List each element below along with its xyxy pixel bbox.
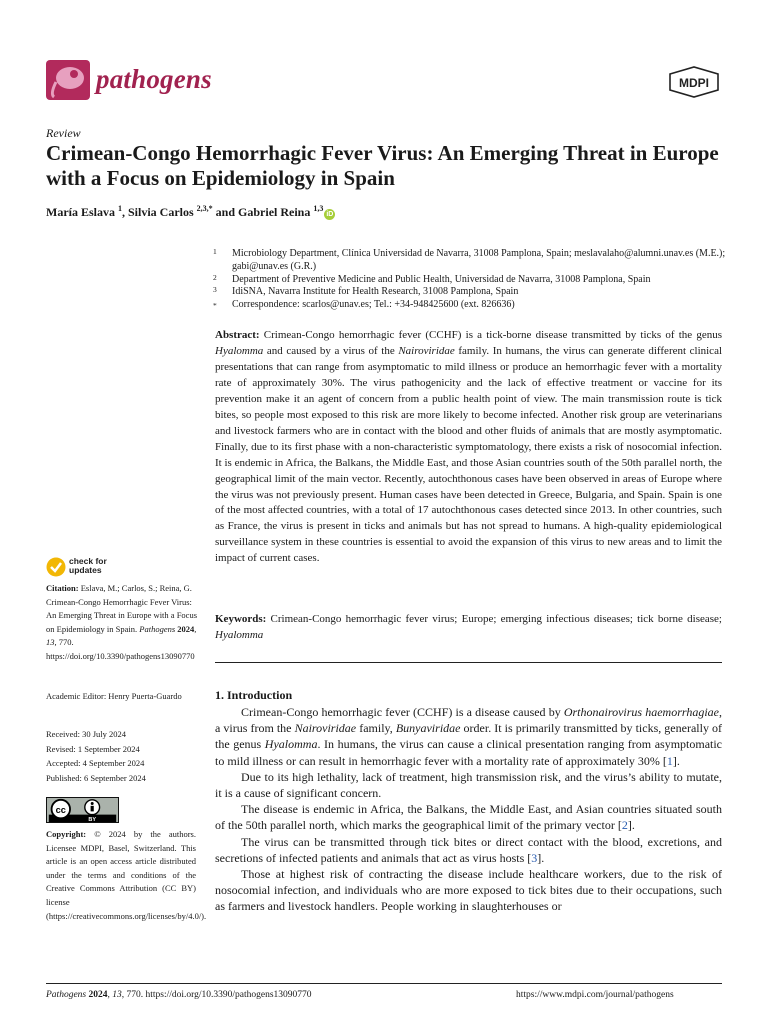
footer-citation <box>46 990 312 1000</box>
affiliation-text: Microbiology Department, Clínica Universidad de Navarra, 31008 Pamplona, Spain; meslavalaho@alumni.unav.es (M.E.); gabi@unav.es (G.R.) <box>232 248 726 272</box>
reference-link[interactable]: 2 <box>621 818 628 833</box>
introduction-body <box>215 704 722 915</box>
citation-text: Eslava, M.; Carlos, S.; Reina, G. Crimean-Congo Hemorrhagic Fever Virus: An Emerging Threat in Europe with a Focus on Epidemiology in Spain. <box>46 583 198 634</box>
text: ]. <box>672 753 680 768</box>
date-accepted: Accepted: 4 September 2024 <box>46 758 145 769</box>
affiliation-number: 3 <box>213 285 217 294</box>
abstract <box>215 328 722 567</box>
cc-text: cc <box>55 804 66 815</box>
check-line: updates <box>69 565 102 575</box>
citation <box>46 582 201 664</box>
abstract-label: Abstract: <box>215 329 260 341</box>
check-line: check for <box>69 556 107 566</box>
footer-divider <box>46 983 722 984</box>
paragraph <box>215 834 722 866</box>
abstract-italic: Nairoviridae <box>398 344 455 357</box>
italic-text: Bunyaviridae <box>395 721 461 736</box>
date-revised: Revised: 1 September 2024 <box>46 743 140 754</box>
affiliation-number: 2 <box>213 273 217 282</box>
affiliation-text: Department of Preventive Medicine and Public Health, Universidad de Navarra, 31008 Pamplona, Spain <box>232 274 651 285</box>
text: The virus can be transmitted through tick bites or direct contact with the blood, excretions, and secretions of infected patients and animals that act as virus hosts [ <box>215 834 722 865</box>
copyright-label: Copyright: <box>46 829 87 839</box>
abstract-text: Crimean-Congo hemorrhagic fever (CCHF) is a tick-borne disease transmitted by ticks of the genus <box>259 329 722 341</box>
copyright-text: © 2024 by the authors. Licensee MDPI, Basel, Switzerland. This article is an open access article distributed under the terms and conditions of the Creative Commons Attribution (CC BY) license (https://creativecommons.org/licenses/by/4.0/). <box>46 829 207 921</box>
section-divider <box>215 662 722 663</box>
author-name: Silvia Carlos <box>128 205 194 219</box>
author-affil-marker: 2,3,* <box>196 204 213 213</box>
journal-name: pathogens <box>96 64 212 94</box>
footer-journal-url[interactable]: https://www.mdpi.com/journal/pathogens <box>516 990 674 1000</box>
keywords-text: Crimean-Congo hemorrhagic fever virus; Europe; emerging infectious diseases; tick borne disease; <box>266 613 722 625</box>
keywords <box>215 611 722 643</box>
paragraph <box>215 704 722 769</box>
abstract-text: family. In humans, the virus can generate different clinical presentations that can range from asymptomatic to mild illness or produce an hemorrhagic fever with a mortality rate of approximately 30%. The virus pathogenicity and the lack of effective treatment or vaccine for its prevention make it an agent of concern from a public health point of view. The main transmission route is tick bites, so people most exposed to this risk are more likely to become infected. Another risk group are veterinarians and livestock farmers who are in contact with the blood and other fluids of animals that are mostly asymptomatic. Finally, due to its first phase with a non-characteristic symptomatology, there exists a risk of nosocomial infection. It is endemic in Africa, the Balkans, the Middle East, and those Asian countries south of the 50th parallel north, the geographical limit of the main vector. Recently, autochthonous cases have been observed in areas of Europe where the virus was not previously present. Human cases have been detected in Greece, Bulgaria, and Spain. Spain is one of the most affected countries, with a total of 17 autochthonous cases detected since 2013. In other countries, such as France, the virus is present in ticks and animals but has not spread to humans. A high-quality epidemiological surveillance system in these countries is essential to avoid the expansion of this virus to new areas and to limit the impact of current cases. <box>215 344 723 565</box>
text: , a virus from the <box>215 705 722 736</box>
author-name: María Eslava <box>46 205 115 219</box>
citation-label: Citation: <box>46 583 79 593</box>
italic-text: Orthonairovirus haemorrhagiae <box>563 705 719 719</box>
abstract-text: and caused by a virus of the <box>263 344 399 357</box>
author-name: Gabriel Reina <box>238 205 311 219</box>
copyright <box>46 828 207 923</box>
reference-link[interactable]: 1 <box>666 753 673 768</box>
author-list <box>46 204 335 220</box>
text: . In humans, the virus can cause a clinical presentation ranging from asymptomatic to mild illness or can result in hemorrhagic fever with a mortality rate of approximately 30% [ <box>215 737 723 768</box>
citation-journal: Pathogens <box>139 623 176 634</box>
keywords-label: Keywords: <box>215 613 267 625</box>
affiliation-number: 1 <box>213 247 217 256</box>
mdpi-logo-text: MDPI <box>679 76 709 90</box>
by-text: BY <box>88 817 97 823</box>
text: family, <box>356 721 396 736</box>
footer-volume: , 13 <box>107 990 122 1000</box>
citation-year: 2024 <box>175 623 195 634</box>
journal-logo-icon <box>46 60 90 100</box>
abstract-italic: Hyalomma <box>215 344 264 357</box>
text: ]. <box>537 850 545 865</box>
text: order. It is primarily transmitted by ticks, generally of the genus <box>215 721 723 752</box>
footer-doi[interactable]: , 770. https://doi.org/10.3390/pathogens13090770 <box>121 990 312 1000</box>
academic-editor: Academic Editor: Henry Puerta-Guardo <box>46 691 182 701</box>
text: The disease is endemic in Africa, the Balkans, the Middle East, and Asian countries situated south of the 50th parallel north, which marks the geographical limit of the primary vector [ <box>215 802 722 833</box>
paragraph: Those at highest risk of contracting the disease include healthcare workers, due to the risk of nosocomial infection, and individuals who are more exposed to tick bites due to their occupations, such as farmers and livestock handlers. People working in slaughterhouses or <box>215 867 722 914</box>
affiliation-number: * <box>213 301 217 310</box>
text: Crimean-Congo hemorrhagic fever (CCHF) is a disease caused by <box>241 705 564 719</box>
citation-doi[interactable]: , 770. https://doi.org/10.3390/pathogens13090770 <box>46 637 195 661</box>
date-received: Received: 30 July 2024 <box>46 729 127 739</box>
publication-dates <box>46 727 196 785</box>
footer-year: 2024 <box>86 990 108 1000</box>
mdpi-logo-icon <box>666 66 722 98</box>
author-affil-marker: 1 <box>118 204 122 213</box>
article-title: Crimean-Congo Hemorrhagic Fever Virus: An Emerging Threat in Europe with a Focus on Epidemiology in Spain <box>46 141 719 190</box>
article-type: Review <box>46 126 81 140</box>
paragraph: Due to its high lethality, lack of treatment, high transmission risk, and the virus’s ability to mutate, it is a cause of significant concern. <box>215 769 722 801</box>
author-separator: and <box>212 205 239 219</box>
affiliation-text: IdiSNA, Navarra Institute for Health Research, 31008 Pamplona, Spain <box>232 286 519 297</box>
date-published: Published: 6 September 2024 <box>46 772 146 783</box>
section-heading: 1. Introduction <box>215 688 293 702</box>
text: ]. <box>627 818 635 833</box>
keywords-italic: Hyalomma <box>215 629 264 641</box>
reference-link[interactable]: 3 <box>531 850 538 865</box>
author-separator: , <box>122 205 128 219</box>
italic-text: Hyalomma <box>264 737 318 752</box>
check-for-updates-icon[interactable] <box>46 557 66 577</box>
orcid-icon[interactable]: iD <box>326 211 334 218</box>
footer-journal: Pathogens <box>46 990 87 1000</box>
cc-by-license-icon[interactable] <box>46 797 119 823</box>
author-affil-marker: 1,3 <box>313 204 324 213</box>
check-for-updates-label[interactable] <box>69 557 107 575</box>
citation-volume: , 13 <box>46 623 197 648</box>
paragraph <box>215 801 722 833</box>
affiliation-text: Correspondence: scarlos@unav.es; Tel.: +34-948425600 (ext. 826636) <box>232 299 515 310</box>
italic-text: Nairoviridae <box>294 721 357 736</box>
